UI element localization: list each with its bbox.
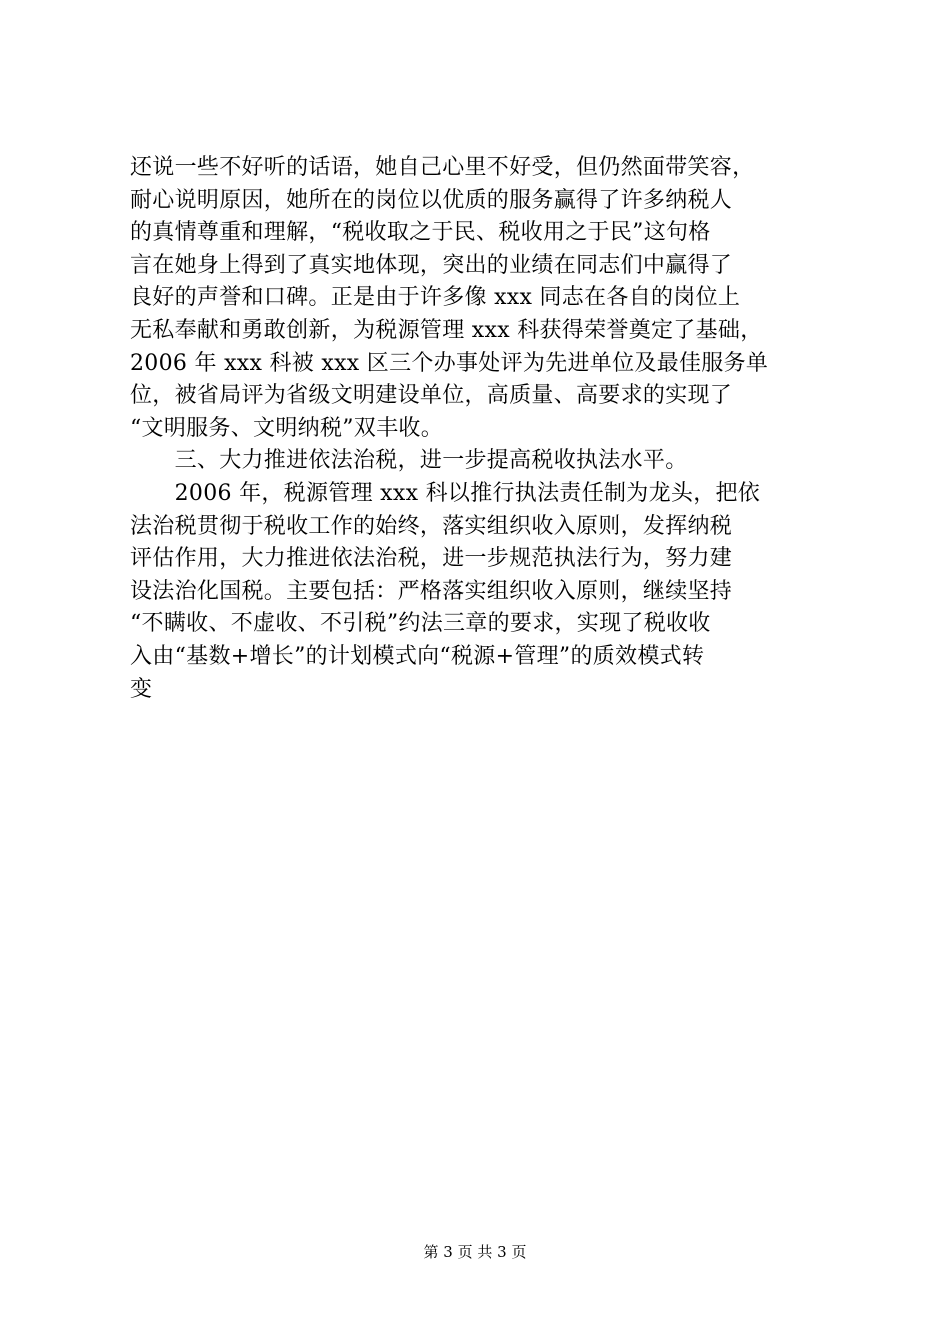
text-line: 无私奉献和勇敢创新，为税源管理 xxx 科获得荣誉奠定了基础，	[130, 317, 763, 343]
text-line: 位，被省局评为省级文明建设单位，高质量、高要求的实现了	[130, 383, 733, 409]
body-text	[130, 152, 830, 706]
text-line: “文明服务、文明纳税”双丰收。	[130, 415, 443, 441]
text-line: 评估作用，大力推进依法治税，进一步规范执法行为，努力建	[130, 546, 733, 572]
text-line: 还说一些不好听的话语，她自己心里不好受，但仍然面带笑容，	[130, 155, 755, 180]
text-line: 设法治化国税。主要包括：严格落实组织收入原则，继续坚持	[130, 578, 733, 604]
text-line: “不瞒收、不虚收、不引税”约法三章的要求，实现了税收收	[130, 611, 711, 637]
text-line: 的真情尊重和理解，“税收取之于民、税收用之于民”这句格	[130, 220, 711, 246]
text-line: 法治税贯彻于税收工作的始终，落实组织收入原则，发挥纳税	[130, 513, 733, 539]
page-footer: 第 3 页 共 3 页	[423, 1243, 527, 1261]
text-line: 耐心说明原因，她所在的岗位以优质的服务赢得了许多纳税人	[130, 187, 733, 213]
section-heading: 三、大力推进依法治税，进一步提高税收执法水平。	[130, 448, 688, 474]
text-line: 2006 年 xxx 科被 xxx 区三个办事处评为先进单位及最佳服务单	[130, 350, 769, 376]
text-line: 良好的声誉和口碑。正是由于许多像 xxx 同志在各自的岗位上	[130, 285, 741, 311]
text-line: 2006 年，税源管理 xxx 科以推行执法责任制为龙头，把依	[130, 480, 761, 506]
text-line: 言在她身上得到了真实地体现，突出的业绩在同志们中赢得了	[130, 252, 733, 278]
text-line: 变	[130, 676, 153, 702]
text-line: 入由“基数+增长”的计划模式向“税源+管理”的质效模式转	[130, 643, 705, 669]
